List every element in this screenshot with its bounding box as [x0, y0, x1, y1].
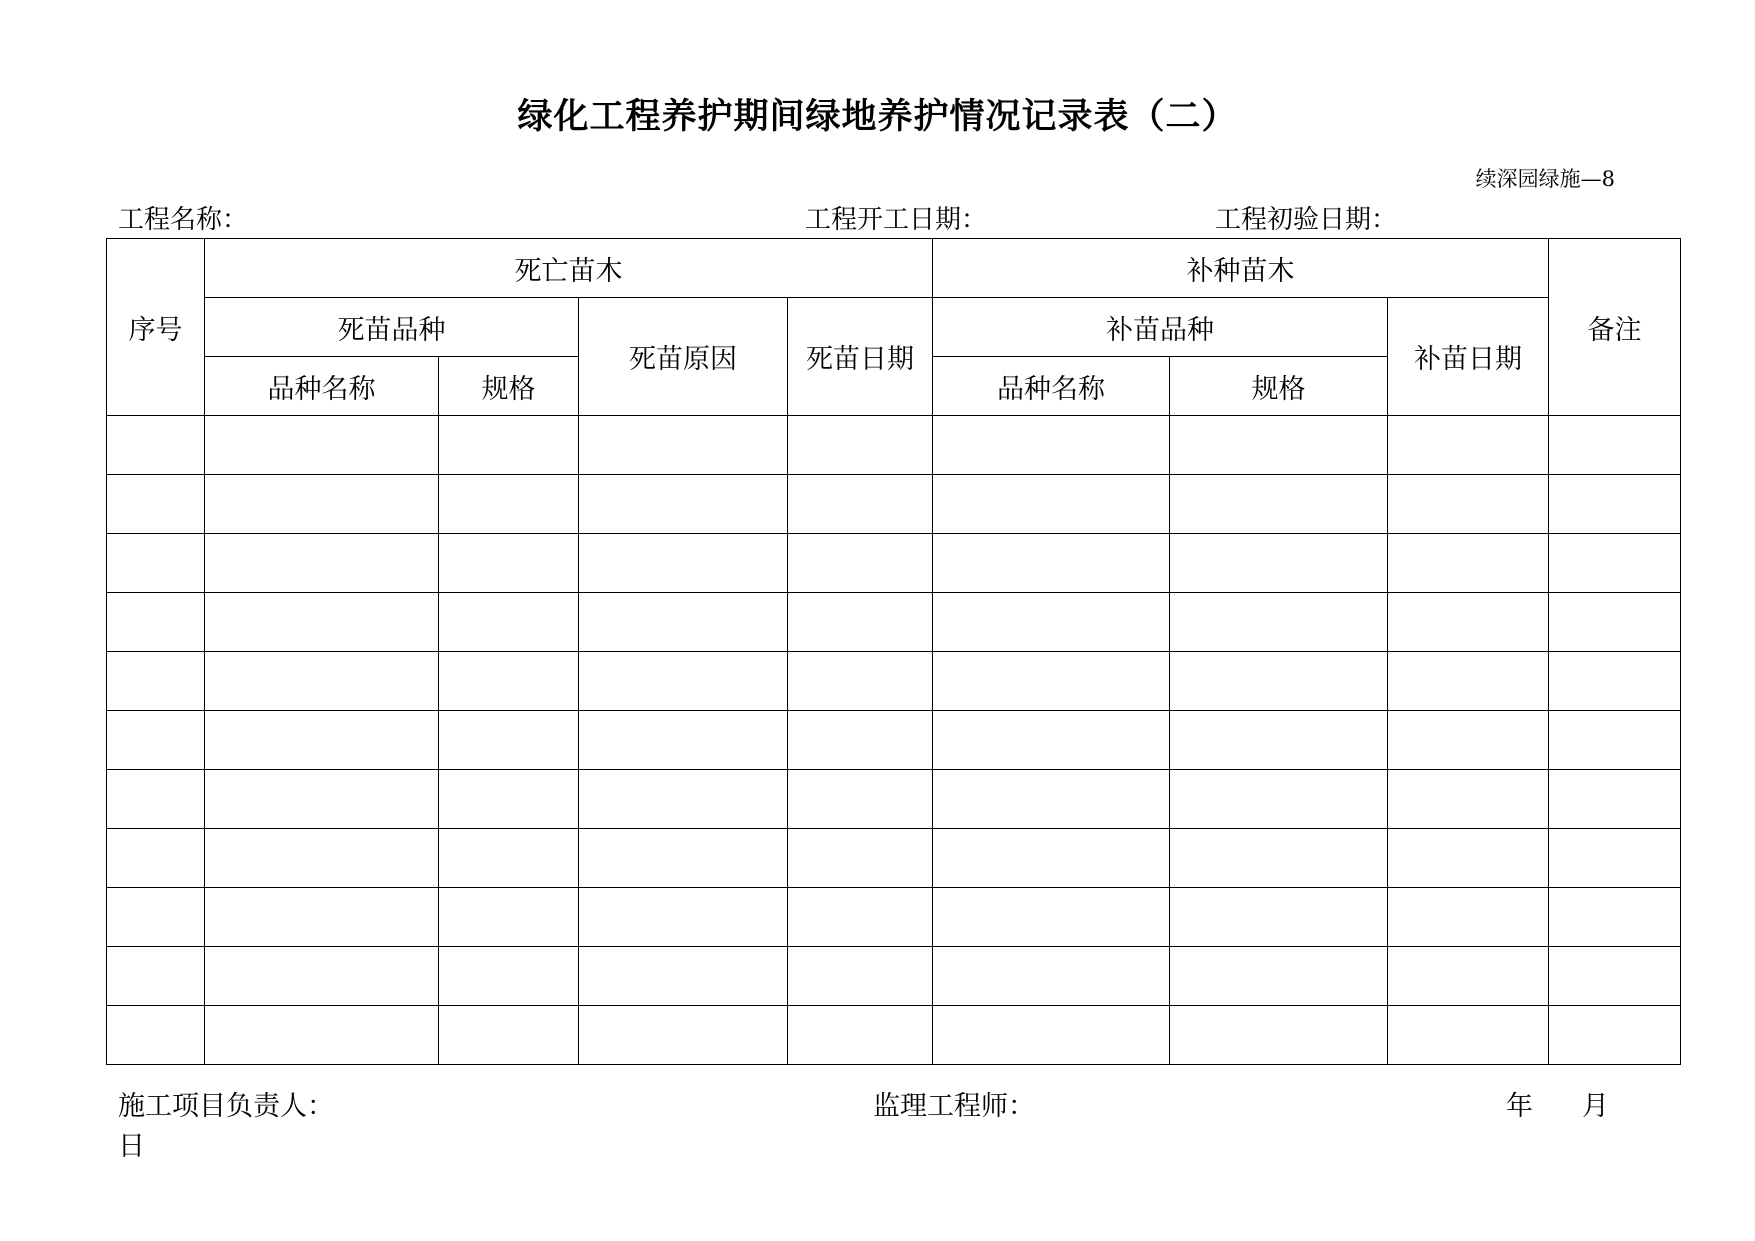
table-cell[interactable]: [439, 770, 579, 829]
table-cell[interactable]: [933, 829, 1170, 888]
table-cell[interactable]: [205, 475, 439, 534]
table-cell[interactable]: [1170, 829, 1388, 888]
table-row: [107, 711, 1681, 770]
table-cell[interactable]: [1549, 947, 1681, 1006]
form-code: 续深园绿施—8: [1475, 167, 1615, 191]
table-cell[interactable]: [1388, 416, 1549, 475]
header-replant-spec: 规格: [1170, 357, 1388, 416]
header-replant-variety-name: 品种名称: [933, 357, 1170, 416]
header-dead-variety-name: 品种名称: [205, 357, 439, 416]
table-cell[interactable]: [439, 593, 579, 652]
month-label: 月: [1582, 1091, 1609, 1122]
year-label: 年: [1506, 1091, 1533, 1122]
table-cell[interactable]: [1549, 475, 1681, 534]
table-cell[interactable]: [107, 1006, 205, 1065]
header-seq: 序号: [107, 239, 205, 416]
table-cell[interactable]: [439, 1006, 579, 1065]
table-cell[interactable]: [107, 475, 205, 534]
table-cell[interactable]: [1388, 1006, 1549, 1065]
table-cell[interactable]: [1549, 416, 1681, 475]
table-cell[interactable]: [788, 947, 933, 1006]
header-replant-date: 补苗日期: [1388, 298, 1549, 416]
site-manager-label: 施工项目负责人：: [118, 1091, 334, 1122]
table-cell[interactable]: [1170, 475, 1388, 534]
table-cell[interactable]: [439, 829, 579, 888]
supervisor-label: 监理工程师：: [873, 1091, 1035, 1122]
table-row: [107, 947, 1681, 1006]
table-cell[interactable]: [1549, 888, 1681, 947]
table-cell[interactable]: [788, 1006, 933, 1065]
table-cell[interactable]: [579, 947, 788, 1006]
table-cell[interactable]: [1388, 534, 1549, 593]
table-cell[interactable]: [788, 534, 933, 593]
table-cell[interactable]: [107, 534, 205, 593]
table-cell[interactable]: [788, 593, 933, 652]
table-cell[interactable]: [579, 416, 788, 475]
table-cell[interactable]: [788, 652, 933, 711]
table-cell[interactable]: [439, 711, 579, 770]
table-row: [107, 416, 1681, 475]
table-cell[interactable]: [107, 888, 205, 947]
table-cell[interactable]: [933, 711, 1170, 770]
table-cell[interactable]: [1388, 947, 1549, 1006]
header-dead-variety: 死苗品种: [205, 298, 579, 357]
table-cell[interactable]: [205, 770, 439, 829]
table-cell[interactable]: [439, 652, 579, 711]
table-row: [107, 1006, 1681, 1065]
table-cell[interactable]: [205, 652, 439, 711]
table-cell[interactable]: [439, 416, 579, 475]
table-cell[interactable]: [579, 770, 788, 829]
table-row: [107, 534, 1681, 593]
table-cell[interactable]: [107, 829, 205, 888]
table-cell[interactable]: [1549, 593, 1681, 652]
table-cell[interactable]: [205, 1006, 439, 1065]
table-cell[interactable]: [1388, 711, 1549, 770]
table-cell[interactable]: [1388, 770, 1549, 829]
table-cell[interactable]: [205, 829, 439, 888]
table-cell[interactable]: [788, 416, 933, 475]
table-cell[interactable]: [1549, 1006, 1681, 1065]
table-cell[interactable]: [439, 534, 579, 593]
header-dead-seedlings: 死亡苗木: [205, 239, 933, 298]
table-cell[interactable]: [788, 770, 933, 829]
header-replant-variety: 补苗品种: [933, 298, 1388, 357]
table-cell[interactable]: [933, 1006, 1170, 1065]
table-cell[interactable]: [205, 947, 439, 1006]
table-cell[interactable]: [107, 770, 205, 829]
table-cell[interactable]: [579, 888, 788, 947]
table-cell[interactable]: [933, 416, 1170, 475]
table-cell[interactable]: [107, 416, 205, 475]
table-cell[interactable]: [1549, 652, 1681, 711]
table-cell[interactable]: [439, 475, 579, 534]
table-cell[interactable]: [1170, 711, 1388, 770]
start-date-label: 工程开工日期：: [805, 205, 988, 235]
project-name-label: 工程名称：: [118, 205, 249, 235]
table-cell[interactable]: [1388, 652, 1549, 711]
table-cell[interactable]: [205, 711, 439, 770]
header-replant-seedlings: 补种苗木: [933, 239, 1549, 298]
table-row: [107, 652, 1681, 711]
table-cell[interactable]: [788, 711, 933, 770]
table-cell[interactable]: [933, 652, 1170, 711]
table-cell[interactable]: [579, 1006, 788, 1065]
table-cell[interactable]: [1170, 888, 1388, 947]
table-row: [107, 829, 1681, 888]
table-cell[interactable]: [1549, 829, 1681, 888]
table-row: [107, 888, 1681, 947]
table-cell[interactable]: [205, 416, 439, 475]
header-dead-cause: 死苗原因: [579, 298, 788, 416]
table-row: [107, 770, 1681, 829]
table-cell[interactable]: [933, 888, 1170, 947]
table-cell[interactable]: [439, 888, 579, 947]
table-cell[interactable]: [1549, 534, 1681, 593]
table-cell[interactable]: [1170, 593, 1388, 652]
table-cell[interactable]: [579, 652, 788, 711]
day-label: 日: [118, 1131, 145, 1162]
table-cell[interactable]: [788, 475, 933, 534]
table-cell[interactable]: [205, 593, 439, 652]
form-title: 绿化工程养护期间绿地养护情况记录表（二）: [517, 97, 1238, 137]
header-row-2: [107, 298, 1681, 357]
table-cell[interactable]: [107, 947, 205, 1006]
table-row: [107, 475, 1681, 534]
table-cell[interactable]: [788, 888, 933, 947]
table-cell[interactable]: [579, 829, 788, 888]
table-cell[interactable]: [1549, 770, 1681, 829]
maintenance-record-table: [106, 238, 1681, 1065]
header-remarks: 备注: [1549, 239, 1681, 416]
table-cell[interactable]: [1170, 534, 1388, 593]
table-cell[interactable]: [933, 770, 1170, 829]
table-row: [107, 593, 1681, 652]
header-dead-spec: 规格: [439, 357, 579, 416]
table-cell[interactable]: [1549, 711, 1681, 770]
table-cell[interactable]: [788, 829, 933, 888]
table-cell[interactable]: [933, 534, 1170, 593]
table-cell[interactable]: [205, 534, 439, 593]
table-cell[interactable]: [933, 947, 1170, 1006]
table-cell[interactable]: [107, 652, 205, 711]
header-dead-date: 死苗日期: [788, 298, 933, 416]
table-cell[interactable]: [1170, 416, 1388, 475]
initial-inspection-date-label: 工程初验日期：: [1215, 205, 1398, 235]
table-cell[interactable]: [579, 534, 788, 593]
table-cell[interactable]: [579, 475, 788, 534]
table-cell[interactable]: [1170, 1006, 1388, 1065]
table-cell[interactable]: [1388, 475, 1549, 534]
table-cell[interactable]: [1388, 593, 1549, 652]
table-cell[interactable]: [107, 593, 205, 652]
table-cell[interactable]: [439, 947, 579, 1006]
table-cell[interactable]: [933, 475, 1170, 534]
header-row-1: [107, 239, 1681, 298]
table-cell[interactable]: [1170, 652, 1388, 711]
table-cell[interactable]: [1388, 829, 1549, 888]
table-cell[interactable]: [107, 711, 205, 770]
table-cell[interactable]: [579, 711, 788, 770]
table-cell[interactable]: [579, 593, 788, 652]
table-cell[interactable]: [933, 593, 1170, 652]
table-cell[interactable]: [205, 888, 439, 947]
table-cell[interactable]: [1170, 947, 1388, 1006]
table-cell[interactable]: [1170, 770, 1388, 829]
table-cell[interactable]: [1388, 888, 1549, 947]
